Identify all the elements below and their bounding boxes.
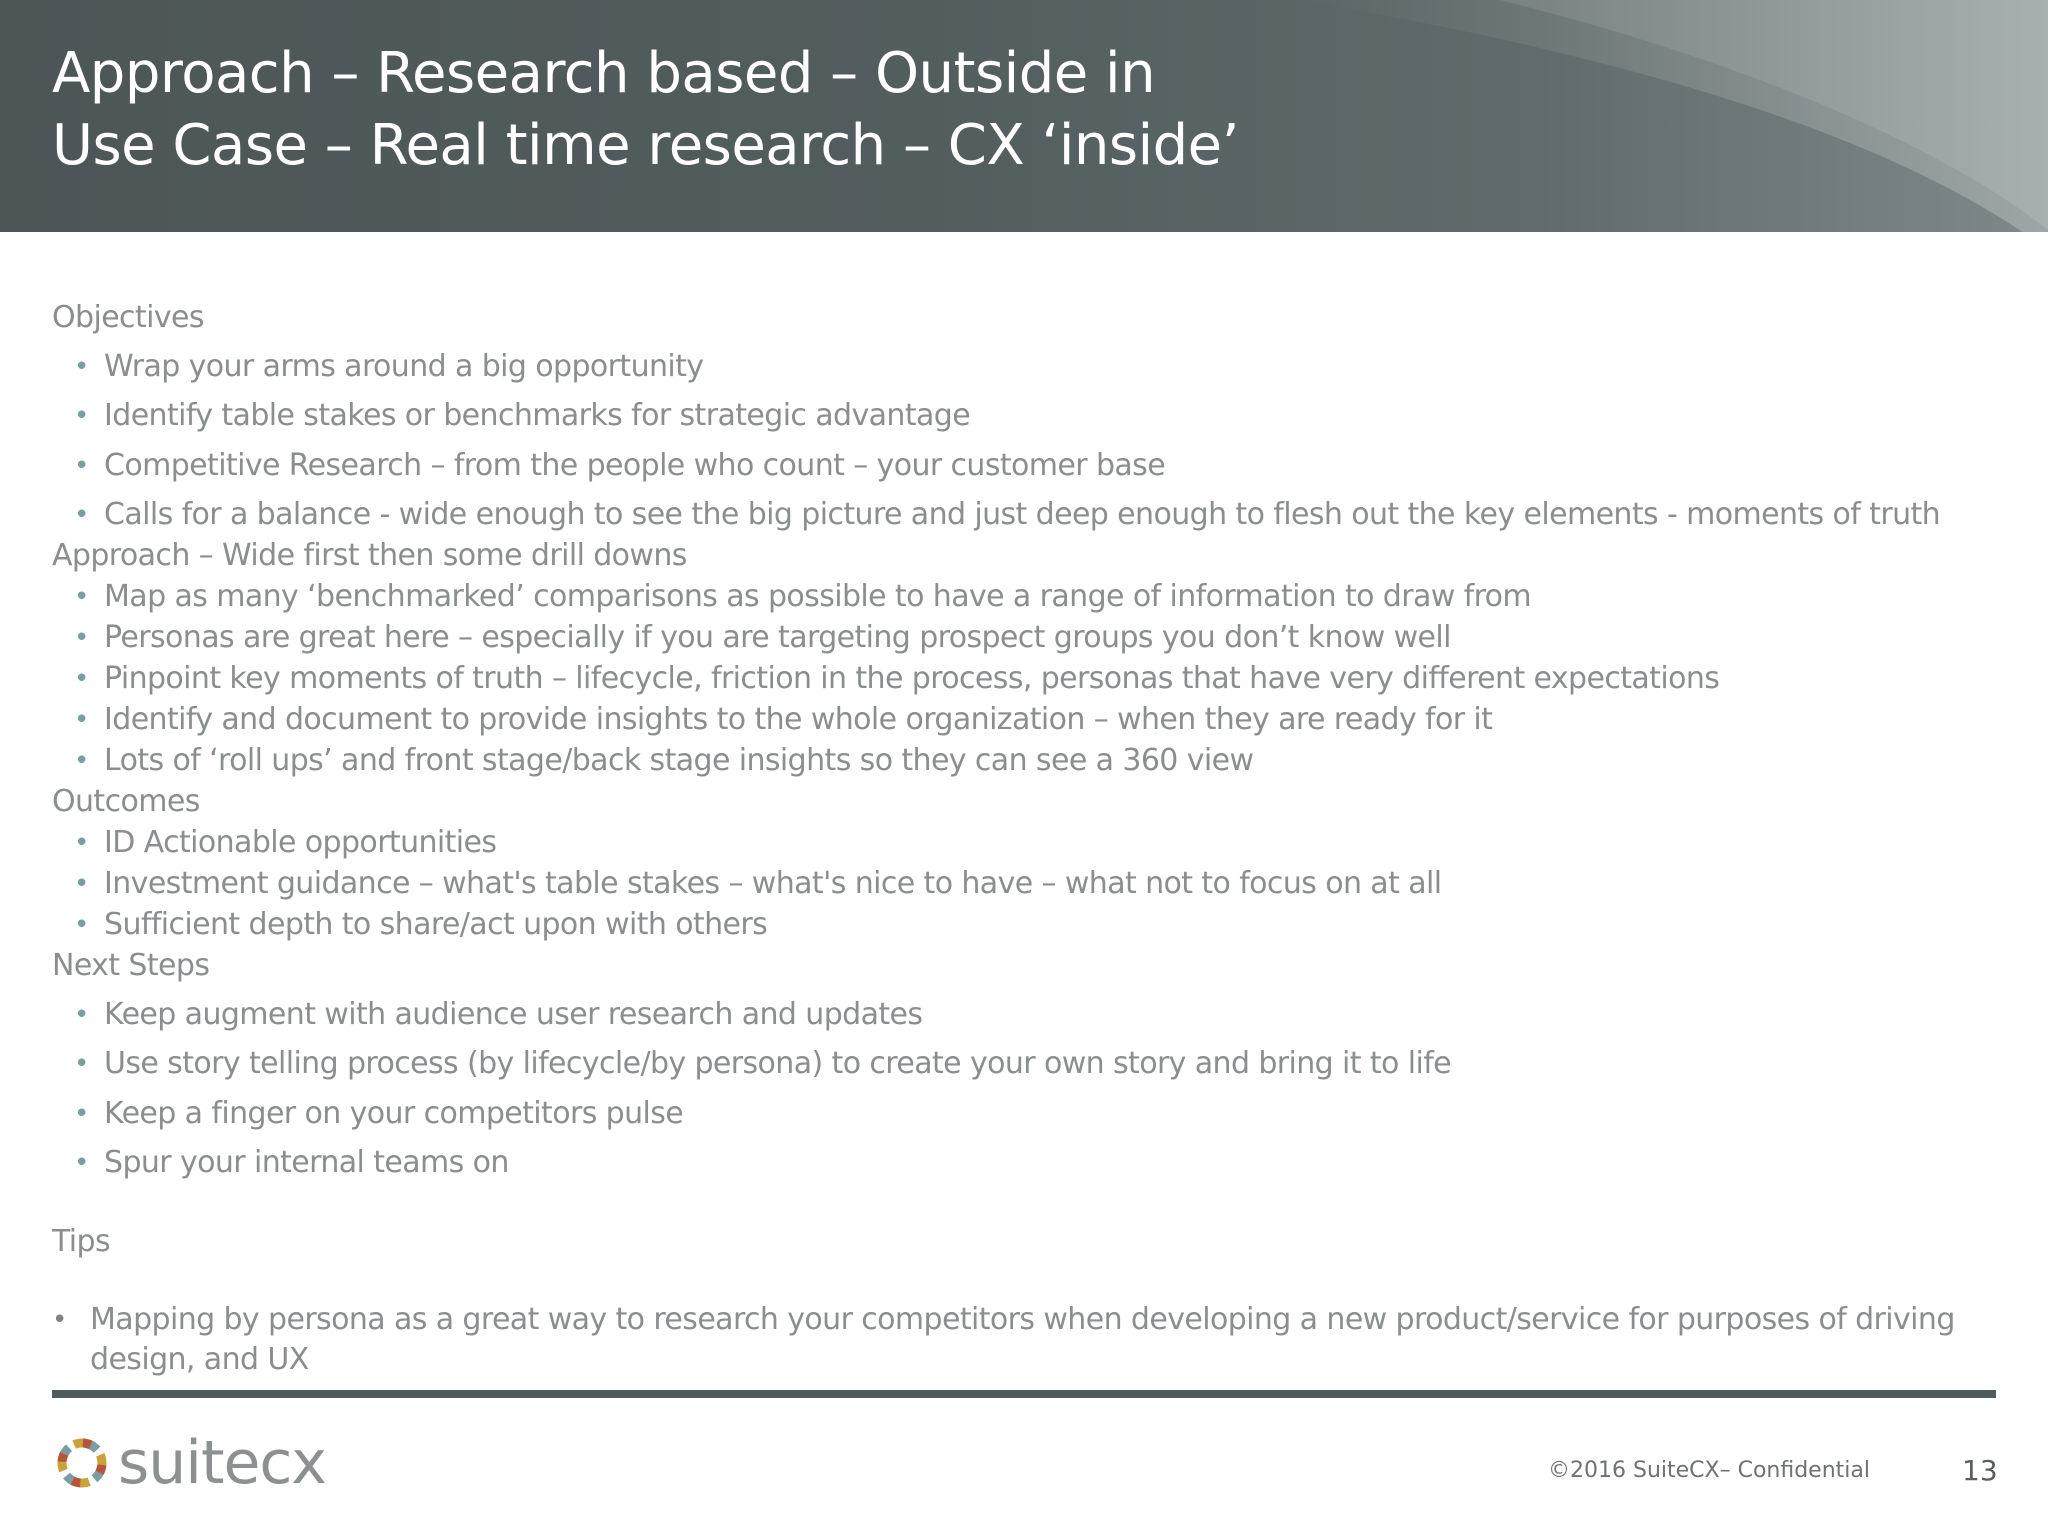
bullet-icon: • (74, 705, 89, 735)
footer-divider (52, 1390, 1996, 1398)
slide-header (0, 0, 2048, 232)
bullet-icon: • (74, 500, 89, 530)
copyright-notice: ©2016 SuiteCX– Confidential (1548, 1458, 1870, 1483)
logo-wordmark: suitecx (118, 1428, 326, 1498)
bullet-icon: • (74, 623, 89, 653)
title-line-2: Use Case – Real time research – CX ‘inside’ (52, 113, 1239, 178)
bullet-icon: • (74, 401, 89, 431)
bullet-icon: • (74, 1099, 89, 1129)
logo-ring-icon (52, 1433, 112, 1493)
bullet-icon: • (74, 910, 89, 940)
title-line-1: Approach – Research based – Outside in (52, 41, 1156, 106)
bullet-icon: • (74, 451, 89, 481)
outcomes-heading: Outcomes (52, 784, 200, 819)
tips-heading: Tips (52, 1224, 111, 1259)
bullet-icon: • (74, 1049, 89, 1079)
objectives-heading: Objectives (52, 300, 204, 335)
bullet-icon: • (74, 869, 89, 899)
bullet-icon: • (74, 582, 89, 612)
bullet-icon: • (74, 664, 89, 694)
slide-title (52, 38, 1239, 182)
bullet-icon: • (74, 352, 89, 382)
next-steps-heading: Next Steps (52, 948, 210, 983)
bullet-icon: • (74, 828, 89, 858)
bullet-icon: • (74, 1000, 89, 1030)
page-number: 13 (1962, 1454, 1998, 1487)
bullet-icon: • (52, 1305, 67, 1335)
suitecx-logo (52, 1428, 326, 1498)
bullet-icon: • (74, 1148, 89, 1178)
bullet-icon: • (74, 746, 89, 776)
approach-heading: Approach – Wide first then some drill downs (52, 538, 687, 573)
